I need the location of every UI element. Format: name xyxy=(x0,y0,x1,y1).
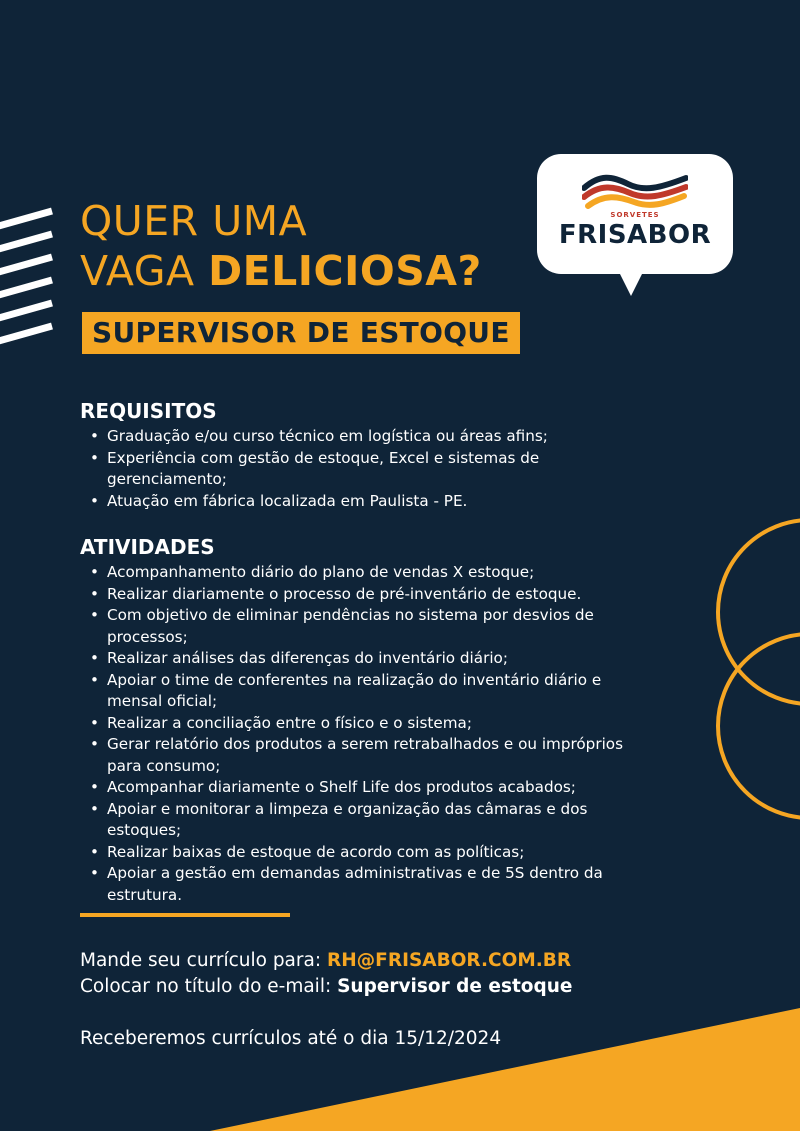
requisito-item: • Atuação em fábrica localizada em Paulista - PE. xyxy=(88,491,648,513)
headline-line2-regular: VAGA xyxy=(80,247,209,295)
atividades-title: ATIVIDADES xyxy=(80,535,215,559)
logo-waves-icon xyxy=(582,174,688,212)
stripes-decoration xyxy=(0,205,60,350)
headline-line1: QUER UMA xyxy=(80,197,308,245)
job-title: SUPERVISOR DE ESTOQUE xyxy=(92,316,510,349)
atividade-item: • Acompanhamento diário do plano de vendas X estoque; xyxy=(88,562,648,584)
circles-decoration xyxy=(700,510,800,830)
logo-name: FRISABOR xyxy=(558,220,712,250)
job-title-box xyxy=(82,312,520,354)
headline-line2-bold: DELICIOSA? xyxy=(208,247,482,295)
send-label: Mande seu currículo para: xyxy=(80,950,327,971)
atividade-item: • Apoiar o time de conferentes na realização do inventário diário e mensal oficial; xyxy=(88,670,648,713)
requisitos-title: REQUISITOS xyxy=(80,399,217,423)
headline-line2 xyxy=(80,246,482,296)
atividade-item: • Realizar diariamente o processo de pré-inventário de estoque. xyxy=(88,584,648,606)
atividade-item: • Acompanhar diariamente o Shelf Life dos produtos acabados; xyxy=(88,777,648,799)
corner-triangle-decoration xyxy=(0,1000,800,1131)
bubble-tail xyxy=(617,268,645,296)
deadline-text: Receberemos currículos até o dia 15/12/2024 xyxy=(80,1028,502,1049)
logo-subtitle: SORVETES xyxy=(610,211,660,219)
email-address[interactable]: RH@FRISABOR.COM.BR xyxy=(326,950,572,971)
atividade-item: • Gerar relatório dos produtos a serem retrabalhados e ou impróprios para consumo; xyxy=(88,734,648,777)
contact-subject-line xyxy=(80,976,572,997)
atividade-item: • Apoiar e monitorar a limpeza e organização das câmaras e dos estoques; xyxy=(88,799,648,842)
atividade-item: • Apoiar a gestão em demandas administrativas e de 5S dentro da estrutura. xyxy=(88,863,648,906)
divider xyxy=(80,913,290,917)
headline xyxy=(80,196,482,296)
subject-label: Colocar no título do e-mail: xyxy=(80,976,338,997)
atividade-item: • Realizar análises das diferenças do inventário diário; xyxy=(88,648,648,670)
atividade-item: • Realizar a conciliação entre o físico e o sistema; xyxy=(88,713,648,735)
requisitos-list xyxy=(88,426,648,512)
requisito-item: • Experiência com gestão de estoque, Excel e sistemas de gerenciamento; xyxy=(88,448,648,491)
contact-email-line xyxy=(80,950,571,971)
atividades-list xyxy=(88,562,648,906)
atividade-item: • Realizar baixas de estoque de acordo com as políticas; xyxy=(88,842,648,864)
atividade-item: • Com objetivo de eliminar pendências no sistema por desvios de processos; xyxy=(88,605,648,648)
subject-value: Supervisor de estoque xyxy=(337,976,573,997)
requisito-item: • Graduação e/ou curso técnico em logística ou áreas afins; xyxy=(88,426,648,448)
